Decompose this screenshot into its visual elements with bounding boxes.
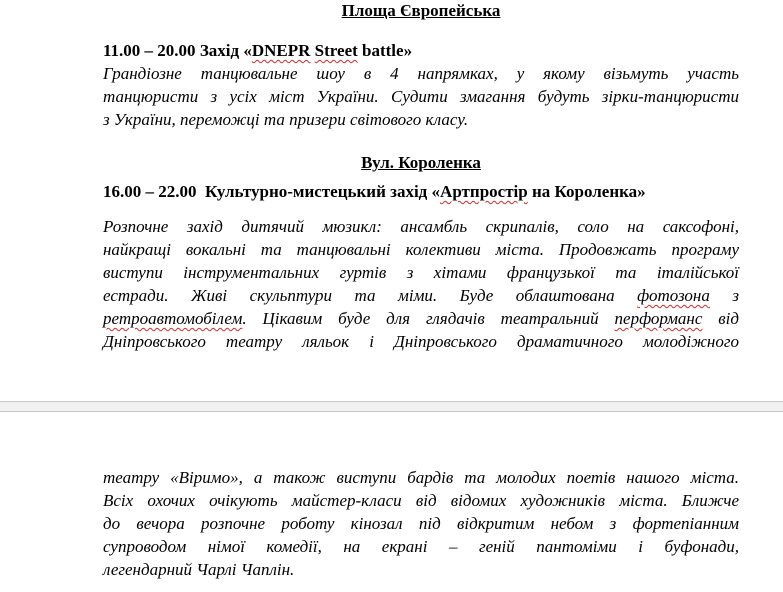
document-page-2: [0, 412, 783, 592]
page-2-content: [103, 466, 739, 581]
spellcheck-word[interactable]: перформанс: [614, 309, 703, 328]
spellcheck-word[interactable]: Street: [314, 41, 358, 60]
spellcheck-word[interactable]: DNEPR: [251, 41, 311, 60]
text-run: з: [709, 286, 739, 305]
event-title-text: на Короленка»: [527, 182, 646, 201]
page-1-content: [103, 0, 739, 353]
event-title-text: Захід «: [195, 41, 252, 60]
paragraph-line: Грандіозне танцювальне шоу в 4 напрямках, у якому візьмуть участь: [103, 64, 739, 83]
spellcheck-word[interactable]: фотозона: [637, 286, 710, 305]
section-heading-european-square: Площа Європейська: [341, 1, 501, 20]
text-run: . Цікавим буде для глядачів театральний: [242, 309, 615, 328]
paragraph-line: [103, 284, 739, 307]
paragraph-line: виступи інструментальних гуртів з хітами французької та італійської: [103, 263, 739, 282]
paragraph-line: Розпочне захід дитячий мюзикл: ансамбль скрипалів, соло на саксофоні,: [103, 217, 739, 236]
page-break-gap: [0, 401, 783, 412]
paragraph-line: легендарний Чарлі Чаплін.: [103, 560, 295, 579]
event-time: 16.00 – 22.00: [103, 182, 197, 201]
paragraph-line: з України, переможці та призери світового класу.: [103, 110, 469, 129]
event-description-artprostir: [103, 215, 739, 353]
text-run: від: [702, 309, 739, 328]
event-description-continued: [103, 466, 739, 581]
spellcheck-word[interactable]: Артпростір: [440, 182, 528, 201]
paragraph-line: Дніпровського театру ляльок і Дніпровського драматичного молодіжного: [103, 332, 739, 351]
spellcheck-word[interactable]: ретроавтомобілем: [103, 309, 243, 328]
event-title-text: battle»: [357, 41, 413, 60]
text-run: естради. Живі скульптури та міми. Буде облаштована: [103, 286, 638, 305]
paragraph-line: танцюристи з усіх міст України. Судити змагання будуть зірки-танцюристи: [103, 87, 739, 106]
paragraph-line: супроводом німої комедії, на екрані – геній пантоміми і буфонади,: [103, 537, 739, 556]
event-title-text: Культурно-мистецький захід «: [196, 182, 441, 201]
paragraph-line: Всіх охочих очікують майстер-класи від відомих художників міста. Ближче: [103, 491, 739, 510]
event-title-artprostir: [103, 181, 739, 203]
paragraph-line: театру «Віримо», а також виступи бардів та молодих поетів нашого міста.: [103, 468, 739, 487]
paragraph-line: до вечора розпочне роботу кінозал під відкритим небом з фортепіанним: [103, 514, 739, 533]
event-description-dance-show: [103, 62, 739, 131]
paragraph-line: найкращі вокальні та танцювальні колективи міста. Продовжать програму: [103, 240, 739, 259]
section-heading-korolenka-street: Вул. Короленка: [361, 153, 481, 172]
event-title-dnepr-street-battle: [103, 40, 739, 62]
event-time: 11.00 – 20.00: [103, 41, 196, 60]
paragraph-line: [103, 307, 739, 330]
